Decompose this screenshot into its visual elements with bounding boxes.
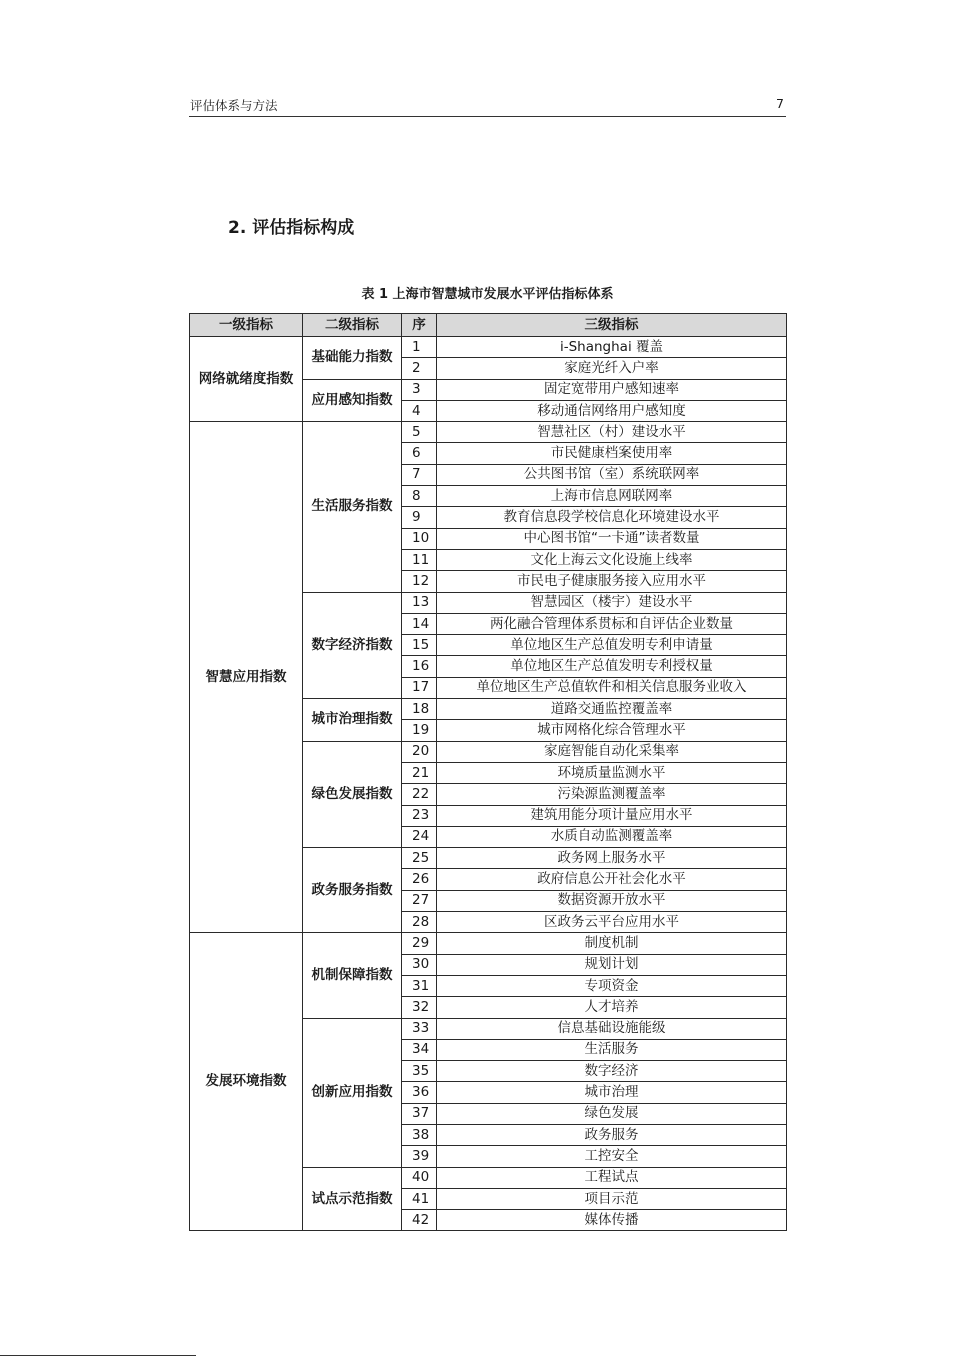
table-header <box>190 314 787 337</box>
table-caption: 表 1 上海市智慧城市发展水平评估指标体系 <box>361 287 614 302</box>
running-header-title: 评估体系与方法 <box>190 98 278 113</box>
row-number: 36 <box>402 1082 437 1103</box>
level2-indicator: 生活服务指数 <box>303 422 402 592</box>
level2-indicator: 数字经济指数 <box>303 592 402 698</box>
row-number: 15 <box>402 635 437 656</box>
level3-indicator: 水质自动监测覆盖率 <box>437 826 787 847</box>
level3-indicator: 智慧园区（楼宇）建设水平 <box>437 592 787 613</box>
level3-indicator: 污染源监测覆盖率 <box>437 784 787 805</box>
footnote-rule <box>0 1355 196 1356</box>
level3-indicator: 政府信息公开社会化水平 <box>437 869 787 890</box>
level3-indicator: 市民健康档案使用率 <box>437 443 787 464</box>
row-number: 26 <box>402 869 437 890</box>
level3-indicator: 文化上海云文化设施上线率 <box>437 549 787 570</box>
row-number: 37 <box>402 1103 437 1124</box>
level2-indicator: 机制保障指数 <box>303 933 402 1018</box>
row-number: 2 <box>402 358 437 379</box>
level2-indicator: 基础能力指数 <box>303 337 402 380</box>
level2-indicator: 绿色发展指数 <box>303 741 402 847</box>
level3-indicator: 家庭光纤入户率 <box>437 358 787 379</box>
level3-indicator: 区政务云平台应用水平 <box>437 912 787 933</box>
level3-indicator: 固定宽带用户感知速率 <box>437 379 787 400</box>
level3-indicator: 上海市信息网联网率 <box>437 486 787 507</box>
row-number: 20 <box>402 741 437 762</box>
row-number: 40 <box>402 1167 437 1188</box>
level3-indicator: 工控安全 <box>437 1146 787 1167</box>
header-seq: 序 <box>402 314 437 337</box>
row-number: 14 <box>402 613 437 634</box>
level3-indicator: 智慧社区（村）建设水平 <box>437 422 787 443</box>
header-level3: 三级指标 <box>437 314 787 337</box>
level3-indicator: 城市治理 <box>437 1082 787 1103</box>
level3-indicator: 公共图书馆（室）系统联网率 <box>437 464 787 485</box>
row-number: 42 <box>402 1210 437 1231</box>
level3-indicator: 环境质量监测水平 <box>437 762 787 783</box>
row-number: 38 <box>402 1124 437 1145</box>
level3-indicator: 家庭智能自动化采集率 <box>437 741 787 762</box>
row-number: 11 <box>402 549 437 570</box>
row-number: 35 <box>402 1061 437 1082</box>
row-number: 8 <box>402 486 437 507</box>
row-number: 23 <box>402 805 437 826</box>
row-number: 29 <box>402 933 437 954</box>
level3-indicator: 市民电子健康服务接入应用水平 <box>437 571 787 592</box>
row-number: 39 <box>402 1146 437 1167</box>
row-number: 18 <box>402 699 437 720</box>
row-number: 4 <box>402 400 437 421</box>
row-number: 5 <box>402 422 437 443</box>
row-number: 1 <box>402 337 437 358</box>
section-title: 2. 评估指标构成 <box>228 218 355 238</box>
row-number: 32 <box>402 997 437 1018</box>
level2-indicator: 创新应用指数 <box>303 1018 402 1167</box>
row-number: 22 <box>402 784 437 805</box>
header-level2: 二级指标 <box>303 314 402 337</box>
row-number: 3 <box>402 379 437 400</box>
level3-indicator: 道路交通监控覆盖率 <box>437 699 787 720</box>
row-number: 41 <box>402 1188 437 1209</box>
level3-indicator: 信息基础设施能级 <box>437 1018 787 1039</box>
row-number: 25 <box>402 848 437 869</box>
row-number: 34 <box>402 1039 437 1060</box>
row-number: 31 <box>402 975 437 996</box>
row-number: 28 <box>402 912 437 933</box>
level3-indicator: 中心图书馆“一卡通”读者数量 <box>437 528 787 549</box>
indicator-table <box>189 313 787 1231</box>
level2-indicator: 城市治理指数 <box>303 699 402 742</box>
level3-indicator: 单位地区生产总值软件和相关信息服务业收入 <box>437 677 787 698</box>
row-number: 13 <box>402 592 437 613</box>
row-number: 16 <box>402 656 437 677</box>
table-row <box>190 933 787 954</box>
header-row <box>190 314 787 337</box>
level3-indicator: 单位地区生产总值发明专利申请量 <box>437 635 787 656</box>
row-number: 19 <box>402 720 437 741</box>
level3-indicator: 项目示范 <box>437 1188 787 1209</box>
row-number: 24 <box>402 826 437 847</box>
level3-indicator: 制度机制 <box>437 933 787 954</box>
level3-indicator: 建筑用能分项计量应用水平 <box>437 805 787 826</box>
level3-indicator: 工程试点 <box>437 1167 787 1188</box>
row-number: 9 <box>402 507 437 528</box>
row-number: 10 <box>402 528 437 549</box>
level1-indicator: 发展环境指数 <box>190 933 303 1231</box>
level3-indicator: 两化融合管理体系贯标和自评估企业数量 <box>437 613 787 634</box>
level3-indicator: 数字经济 <box>437 1061 787 1082</box>
level2-indicator: 政务服务指数 <box>303 848 402 933</box>
page-number: 7 <box>776 96 784 111</box>
level1-indicator: 网络就绪度指数 <box>190 337 303 422</box>
row-number: 7 <box>402 464 437 485</box>
row-number: 27 <box>402 890 437 911</box>
level2-indicator: 试点示范指数 <box>303 1167 402 1231</box>
level3-indicator: 专项资金 <box>437 975 787 996</box>
table-body <box>190 337 787 1231</box>
level1-indicator: 智慧应用指数 <box>190 422 303 933</box>
level2-indicator: 应用感知指数 <box>303 379 402 422</box>
level3-indicator: 单位地区生产总值发明专利授权量 <box>437 656 787 677</box>
level3-indicator: 规划计划 <box>437 954 787 975</box>
level3-indicator: 媒体传播 <box>437 1210 787 1231</box>
level3-indicator: 数据资源开放水平 <box>437 890 787 911</box>
row-number: 12 <box>402 571 437 592</box>
table-row <box>190 422 787 443</box>
row-number: 21 <box>402 762 437 783</box>
header-rule <box>189 116 786 117</box>
row-number: 6 <box>402 443 437 464</box>
level3-indicator: 生活服务 <box>437 1039 787 1060</box>
level3-indicator: 政务网上服务水平 <box>437 848 787 869</box>
level3-indicator: 教育信息段学校信息化环境建设水平 <box>437 507 787 528</box>
level3-indicator: 绿色发展 <box>437 1103 787 1124</box>
level3-indicator: 城市网格化综合管理水平 <box>437 720 787 741</box>
level3-indicator: i-Shanghai 覆盖 <box>437 337 787 358</box>
table-row <box>190 337 787 358</box>
level3-indicator: 移动通信网络用户感知度 <box>437 400 787 421</box>
row-number: 33 <box>402 1018 437 1039</box>
header-level1: 一级指标 <box>190 314 303 337</box>
level3-indicator: 政务服务 <box>437 1124 787 1145</box>
row-number: 17 <box>402 677 437 698</box>
level3-indicator: 人才培养 <box>437 997 787 1018</box>
row-number: 30 <box>402 954 437 975</box>
